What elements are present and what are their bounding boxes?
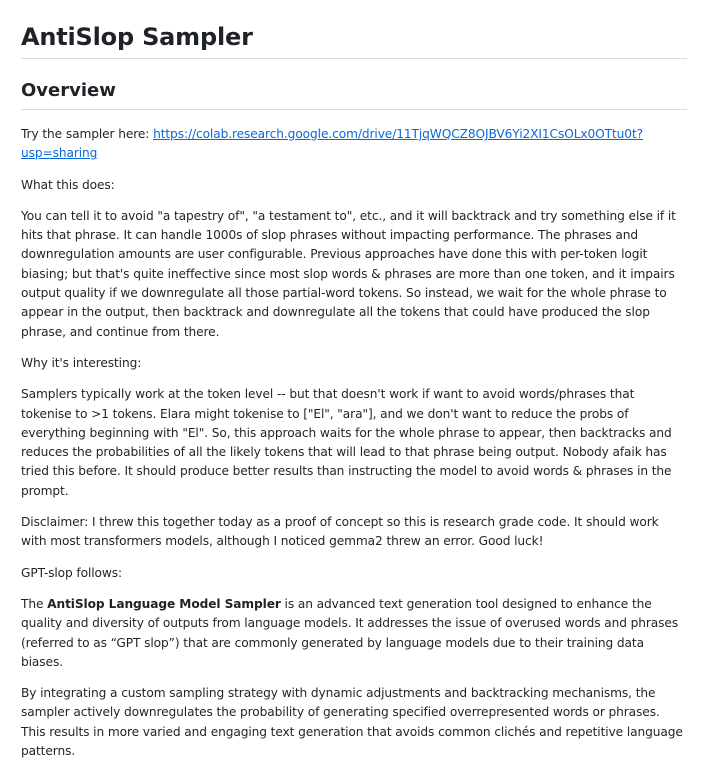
colab-link[interactable]: https://colab.research.google.com/drive/11TjqWQCZ8OJBV6Yi2XI1CsOLx0OTtu0t?usp=sharing <box>21 127 644 161</box>
what-this-does-heading: What this does: <box>21 177 115 192</box>
sampler-name-bold: AntiSlop Language Model Sampler <box>47 596 281 611</box>
try-sampler-paragraph <box>21 125 687 164</box>
why-interesting-body: Samplers typically work at the token level -- but that doesn't work if want to avoid words/phrases that tokenise to >1 tokens. Elara might tokenise to ["El", "ara"], and we don't want to reduce the probs of everything beginning with "El". So, this approach waits for the whole phrase to appear, then backtracks and reduces the probabilities of all the likely tokens that will lead to that phrase being output. Nobody afaik has tried this before. It should produce better results than instructing the model to avoid words & phrases in the prompt. <box>21 387 672 498</box>
why-interesting-heading: Why it's interesting: <box>21 355 142 370</box>
gpt-paragraph-1: The AntiSlop Language Model Sampler is an advanced text generation tool designed to enhance the quality and diversity of outputs from language models. It addresses the issue of overused words and phrases (referred to as “GPT slop”) that are commonly generated by language models due to their training data biases. <box>21 596 679 669</box>
gpt-paragraph-2: By integrating a custom sampling strategy with dynamic adjustments and backtracking mechanisms, the sampler actively downregulates the probability of generating specified overrepresented words or phrases. This results in more varied and engaging text generation that avoids common clichés and repetitive language patterns. <box>21 686 683 759</box>
what-this-does-body: You can tell it to avoid "a tapestry of", "a testament to", etc., and it will backtrack and try something else if it hits that phrase. It can handle 1000s of slop phrases without impacting performance. The phrases and downregulation amounts are user configurable. Previous approaches have done this with per-token logit biasing; but that's quite ineffective since most slop words & phrases are more than one token, and it impairs output quality if we downregulate all those partial-word tokens. So instead, we wait for the whole phrase to appear in the output, then backtrack and downregulate all the tokens that could have produced the slop phrase, and continue from there. <box>21 208 676 339</box>
page-title: AntiSlop Sampler <box>21 0 687 59</box>
readme-content <box>21 0 687 761</box>
disclaimer-paragraph: Disclaimer: I threw this together today as a proof of concept so this is research grade code. It should work with most transformers models, although I noticed gemma2 threw an error. Good luck! <box>21 515 659 549</box>
overview-heading: Overview <box>21 77 687 110</box>
try-prefix: Try the sampler here: <box>21 127 154 141</box>
gpt-slop-heading: GPT-slop follows: <box>21 565 123 580</box>
